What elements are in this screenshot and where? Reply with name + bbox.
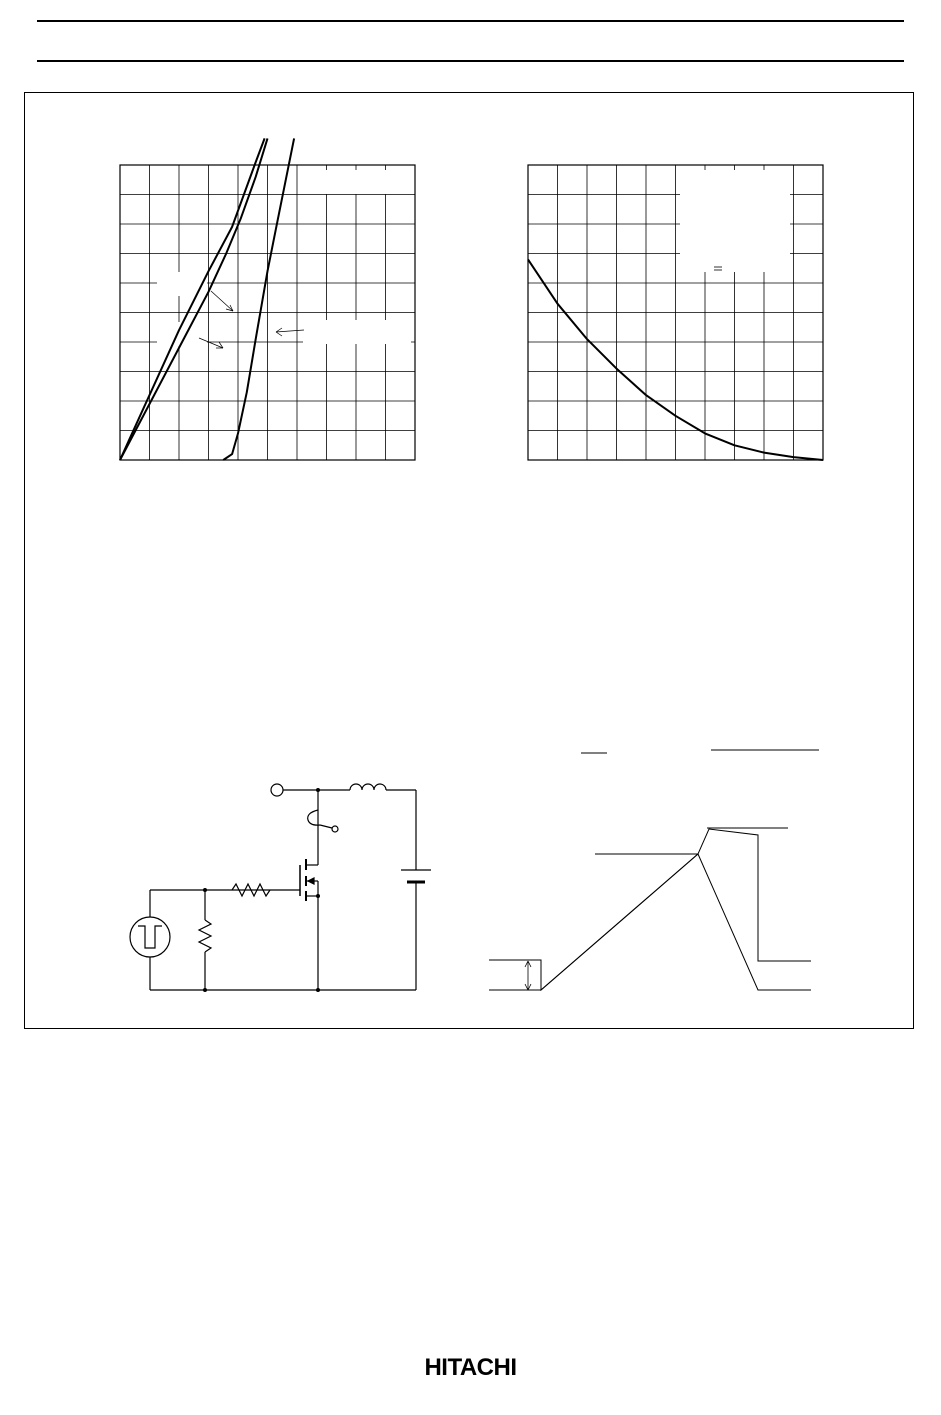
node-ground-right [316,988,320,992]
node-drain [316,788,320,792]
header-rule-top [37,20,904,22]
brand-logo: HITACHI [424,1354,517,1381]
chart-1-arrowhead-2 [216,342,223,348]
inductor [350,784,386,790]
test-circuit [120,770,440,1000]
chart-1-label-box-1 [157,272,207,296]
chart-1-leader-3 [276,330,304,332]
chart-1-series [120,138,294,460]
chart-1 [115,160,425,470]
probe-terminal [332,826,338,832]
chart-1-series-3-line [223,138,294,460]
drain-terminal [271,784,283,796]
chart-1-legend-box [302,170,410,194]
drain-voltage-trace [489,829,811,990]
chart-1-annotations [199,291,304,348]
node-source [316,894,320,898]
node-gate [203,888,207,892]
chart-1-leader-1 [211,291,233,311]
node-ground-left [203,988,207,992]
chart-2-legend-box [680,170,790,272]
chart-2 [523,160,833,470]
pulse-symbol [138,926,162,948]
shunt-resistor [199,920,211,952]
mosfet-arrow [308,878,314,884]
chart-1-grid [120,165,415,460]
header-rule-bottom [37,60,904,62]
probe-lead [320,825,332,828]
drain-current-trace [489,854,811,990]
switching-waveforms [485,740,825,1000]
chart-1-label-box-3 [303,320,411,344]
pulse-generator [130,917,170,957]
